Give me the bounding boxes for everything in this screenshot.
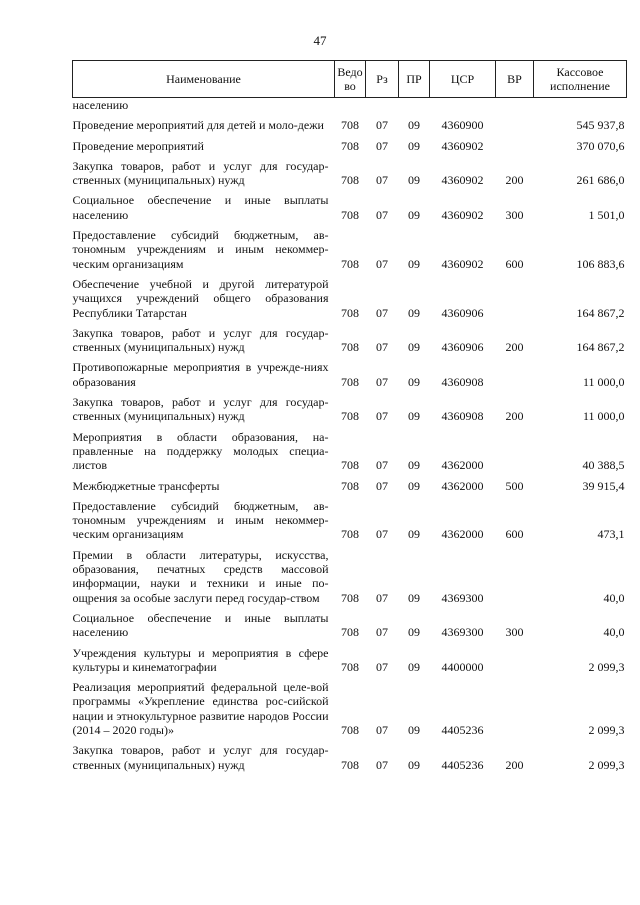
cell-subsection: 09 — [408, 118, 420, 133]
cell-department: 708 — [341, 207, 359, 222]
cell-section: 07 — [376, 207, 388, 222]
table-row — [73, 395, 627, 424]
table-row — [73, 277, 627, 320]
cell-subsection: 09 — [408, 138, 420, 153]
cell-section: 07 — [376, 590, 388, 605]
cell-cash-execution: 164 867,2 — [576, 305, 625, 320]
header-department — [335, 61, 366, 98]
budget-execution-table — [72, 60, 627, 772]
cell-name: Премии в области литературы, искусства, образования, печатных средств массовой информации, науки и техники и иные по-ощрения за особые заслуги перед государ-ством — [72, 547, 329, 605]
cell-department: 708 — [341, 374, 359, 389]
cell-expense-type: 200 — [505, 173, 524, 188]
table-row — [73, 479, 627, 493]
cell-expense-type: 300 — [505, 207, 524, 222]
cell-section: 07 — [376, 305, 388, 320]
cell-subsection: 09 — [408, 340, 420, 355]
cell-section: 07 — [376, 173, 388, 188]
cell-name: Мероприятия в области образования, на-правленные на поддержку молодых специа-листов — [72, 429, 329, 473]
cell-department: 708 — [341, 722, 359, 737]
cell-name: Предоставление субсидий бюджетным, ав-тономным учреждениям и иным некоммер-ческим организациям — [72, 228, 329, 271]
cell-subsection: 09 — [408, 374, 420, 389]
table-row — [73, 646, 627, 675]
cell-expense-type: 600 — [505, 256, 524, 271]
table-row — [73, 743, 627, 772]
cell-expense-type — [496, 680, 534, 737]
cell-cash-execution: 40 388,5 — [582, 458, 625, 473]
table-row — [73, 499, 627, 542]
cell-target-item: 4360900 — [441, 118, 484, 133]
cell-cash-execution: 106 883,6 — [576, 256, 625, 271]
cell-cash-execution: 1 501,0 — [588, 207, 625, 222]
cell-target-item: 4405236 — [441, 757, 484, 772]
cell-subsection: 09 — [408, 305, 420, 320]
cell-expense-type: 500 — [505, 478, 524, 493]
header-cash-execution-line1: Кассовое — [556, 65, 604, 79]
cell-section: 07 — [376, 138, 388, 153]
cell-cash-execution: 40,0 — [603, 625, 625, 640]
cell-target-item: 4360906 — [441, 340, 484, 355]
cell-name: Противопожарные мероприятия в учрежде-ниях образования — [72, 360, 329, 389]
cell-name: Реализация мероприятий федеральной целе-вой программы «Укрепление единства рос-сийской нации и этнокультурное развитие народов России (2014 – 2020 годы)» — [72, 680, 329, 737]
cell-name: Закупка товаров, работ и услуг для государ-ственных (муниципальных) нужд — [72, 325, 329, 355]
cell-target-item: 4360902 — [441, 256, 484, 271]
cell-department: 708 — [341, 340, 359, 355]
cell-expense-type — [496, 277, 534, 320]
cell-target-item: 4360902 — [441, 173, 484, 188]
cell-subsection: 09 — [408, 527, 420, 542]
cell-target-item: 4360906 — [441, 305, 484, 320]
cell-section: 07 — [376, 340, 388, 355]
cell-department: 708 — [341, 757, 359, 772]
cell-subsection: 09 — [408, 207, 420, 222]
cell-cash-execution: 545 937,8 — [576, 118, 625, 133]
cell-section: 07 — [376, 256, 388, 271]
cell-name: Закупка товаров, работ и услуг для государ-ственных (муниципальных) нужд — [72, 395, 329, 424]
cell-cash-execution: 261 686,0 — [576, 173, 625, 188]
cell-target-item: 4369300 — [441, 590, 484, 605]
cell-subsection: 09 — [408, 173, 420, 188]
table-row — [73, 228, 627, 271]
cell-name: Социальное обеспечение и иные выплаты населению — [72, 193, 329, 222]
cell-section: 07 — [376, 374, 388, 389]
table-body — [73, 98, 627, 772]
cell-name: Закупка товаров, работ и услуг для государ-ственных (муниципальных) нужд — [72, 743, 329, 772]
cell-subsection: 09 — [408, 478, 420, 493]
cell-subsection: 09 — [408, 409, 420, 424]
cell-department: 708 — [341, 478, 359, 493]
cell-expense-type: 200 — [505, 340, 524, 355]
header-name: Наименование — [73, 61, 335, 98]
table-row — [73, 139, 627, 153]
header-department-line1: Ведо — [337, 65, 363, 79]
cell-target-item: 4360902 — [441, 207, 484, 222]
cell-name: Предоставление субсидий бюджетным, ав-тономным учреждениям и иным некоммер-ческим организациям — [72, 498, 329, 542]
cell-subsection: 09 — [408, 625, 420, 640]
cell-department: 708 — [341, 659, 359, 674]
cell-target-item: 4362000 — [441, 527, 484, 542]
header-cash-execution — [534, 61, 627, 98]
cell-target-item: 4360908 — [441, 374, 484, 389]
table-row — [73, 360, 627, 389]
table-row — [73, 193, 627, 222]
page-number: 47 — [313, 33, 327, 48]
header-section: Рз — [366, 61, 399, 98]
header-cash-execution-line2: исполнение — [550, 79, 610, 93]
cell-expense-type: 200 — [505, 409, 524, 424]
cell-target-item: 4369300 — [441, 625, 484, 640]
cell-expense-type — [496, 139, 534, 153]
cell-department: 708 — [341, 138, 359, 153]
header-expense-type: ВР — [496, 61, 534, 98]
cell-department: 708 — [341, 458, 359, 473]
cell-cash-execution: 40,0 — [603, 590, 625, 605]
cell-target-item: 4360902 — [441, 138, 484, 153]
cell-cash-execution: 473,1 — [597, 527, 625, 542]
cell-name: Межбюджетные трансферты — [72, 478, 220, 493]
cell-subsection: 09 — [408, 590, 420, 605]
cell-target-item: 4362000 — [441, 458, 484, 473]
cell-subsection: 09 — [408, 722, 420, 737]
cell-name: Проведение мероприятий для детей и моло-дежи — [72, 118, 324, 133]
cell-section: 07 — [376, 757, 388, 772]
table-row — [73, 159, 627, 188]
header-target-item: ЦСР — [430, 61, 496, 98]
cell-section: 07 — [376, 625, 388, 640]
cell-name: Закупка товаров, работ и услуг для государ-ственных (муниципальных) нужд — [72, 158, 329, 188]
cell-section: 07 — [376, 527, 388, 542]
cell-target-item: 4405236 — [441, 722, 484, 737]
cell-name: Социальное обеспечение и иные выплаты населению — [72, 610, 329, 640]
cell-section: 07 — [376, 458, 388, 473]
cell-expense-type — [496, 646, 534, 675]
cell-cash-execution: 11 000,0 — [582, 409, 625, 424]
cell-name: Проведение мероприятий — [72, 138, 204, 153]
cell-section: 07 — [376, 409, 388, 424]
cell-section: 07 — [376, 478, 388, 493]
cell-department: 708 — [341, 590, 359, 605]
cell-cash-execution: 164 867,2 — [576, 340, 625, 355]
table-header-row — [73, 61, 627, 98]
cell-section: 07 — [376, 118, 388, 133]
cell-expense-type: 600 — [505, 527, 524, 542]
continuation-text: населению — [72, 98, 129, 112]
cell-target-item: 4400000 — [441, 659, 484, 674]
table-row — [73, 680, 627, 737]
cell-expense-type: 300 — [505, 625, 524, 640]
table-row — [73, 611, 627, 640]
cell-cash-execution: 39 915,4 — [582, 478, 625, 493]
table-row — [73, 548, 627, 605]
cell-name: Учреждения культуры и мероприятия в сфере культуры и кинематографии — [72, 645, 329, 674]
cell-department: 708 — [341, 118, 359, 133]
cell-expense-type — [496, 430, 534, 473]
table-row — [73, 430, 627, 473]
cell-expense-type: 200 — [505, 757, 524, 772]
cell-subsection: 09 — [408, 458, 420, 473]
cell-subsection: 09 — [408, 256, 420, 271]
cell-department: 708 — [341, 625, 359, 640]
cell-cash-execution: 370 070,6 — [576, 138, 625, 153]
cell-target-item: 4362000 — [441, 478, 484, 493]
header-department-line2: во — [344, 79, 356, 93]
cell-department: 708 — [341, 527, 359, 542]
cell-department: 708 — [341, 256, 359, 271]
cell-cash-execution: 2 099,3 — [588, 659, 625, 674]
cell-section: 07 — [376, 722, 388, 737]
cell-department: 708 — [341, 173, 359, 188]
cell-expense-type — [496, 548, 534, 605]
cell-cash-execution: 2 099,3 — [588, 757, 625, 772]
cell-section: 07 — [376, 659, 388, 674]
header-subsection: ПР — [399, 61, 430, 98]
cell-name: Обеспечение учебной и другой литературой учащихся учреждений общего образования Республики Татарстан — [72, 276, 329, 320]
cell-subsection: 09 — [408, 659, 420, 674]
table-row — [73, 326, 627, 355]
table-row-continuation — [73, 98, 627, 113]
cell-department: 708 — [341, 409, 359, 424]
cell-department: 708 — [341, 305, 359, 320]
cell-target-item: 4360908 — [441, 409, 484, 424]
cell-cash-execution: 2 099,3 — [588, 722, 625, 737]
table-row — [73, 118, 627, 132]
cell-subsection: 09 — [408, 757, 420, 772]
cell-expense-type — [496, 118, 534, 132]
cell-expense-type — [496, 360, 534, 389]
cell-cash-execution: 11 000,0 — [582, 374, 625, 389]
